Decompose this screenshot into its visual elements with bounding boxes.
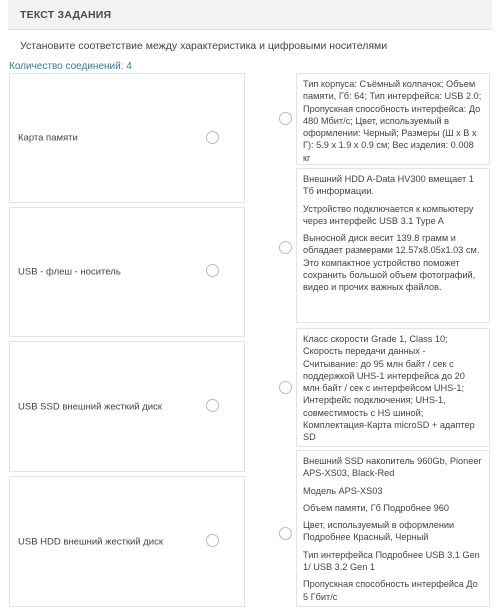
right-item-text: Объем памяти, Гб Подробнее 960 (303, 502, 449, 513)
right-item-text: Цвет, используемый в оформлении Подробнее Красный, Черный (303, 520, 455, 543)
right-item-text: Класс скорости Grade 1, Class 10; Скорость передачи данных - Считывание: до 95 млн байт / сек с поддержкой UHS-1 интерфейса до 20 млн байт / сек с интерфейсом UHS-1; Интерфейс подключения; UHS-1, совместимость с HS шиной; Комплектация-Карта microSD + адаптер SD (303, 334, 475, 443)
right-connector-3[interactable] (279, 381, 292, 394)
task-header-title: ТЕКСТ ЗАДАНИЯ (20, 9, 112, 21)
left-item-label: USB - флеш - носитель (18, 266, 121, 278)
task-header (8, 0, 492, 30)
right-connector-2[interactable] (279, 241, 292, 254)
left-connector-1[interactable] (206, 131, 219, 144)
left-item-label: Карта памяти (18, 132, 78, 144)
connections-count: Количество соединений: 4 (9, 61, 132, 72)
right-item-3[interactable] (296, 328, 490, 447)
right-connector-1[interactable] (279, 112, 292, 125)
right-item-4[interactable] (296, 450, 490, 607)
right-item-text: Внешний HDD A-Data HV300 вмещает 1 Тб информации. (303, 174, 474, 197)
right-connector-4[interactable] (279, 527, 292, 540)
right-item-text: Тип корпуса: Съёмный колпачок; Объем памяти, Гб: 64; Тип интерфейса: USB 2.0; Пропускная способность интерфейса: До 480 Мбит/с; Цвет, используемый в оформлении: Черный; Размеры (Ш х В х Г): 5.9 х 1.9 х 0.9 см; Вес изделия: 0.008 кг (303, 79, 482, 163)
left-connector-2[interactable] (206, 264, 219, 277)
right-item-2[interactable] (296, 168, 490, 323)
right-item-text: Устройство подключается к компьютеру через интерфейс USB 3.1 Type A (303, 203, 474, 226)
left-item-label: USB SSD внешний жесткий диск (18, 401, 162, 412)
left-item-label: USB HDD внешний жесткий диск (18, 536, 163, 547)
task-instruction: Установите соответствие между характеристика и цифровыми носителями (20, 40, 388, 52)
right-item-text: Пропускная способность интерфейса До 5 Гбит/с (303, 579, 478, 602)
right-item-text: Тип интерфейса Подробнее USB 3.1 Gen 1/ USB 3.2 Gen 1 (303, 549, 480, 573)
right-item-text: Модель APS-XS03 (303, 485, 383, 496)
right-item-text: Внешний SSD накопитель 960Gb, Pioneer APS-XS03, Black-Red (303, 456, 482, 479)
right-item-1[interactable] (296, 73, 490, 165)
left-connector-4[interactable] (206, 534, 219, 547)
left-connector-3[interactable] (206, 399, 219, 412)
right-item-text: Выносной диск весит 139.8 грамм и обладает размерами 12.57x8.05x1.03 см. Это компактное устройство поможет сохранить большой объем фотографий, видео и прочих важных файлов. (303, 233, 480, 293)
